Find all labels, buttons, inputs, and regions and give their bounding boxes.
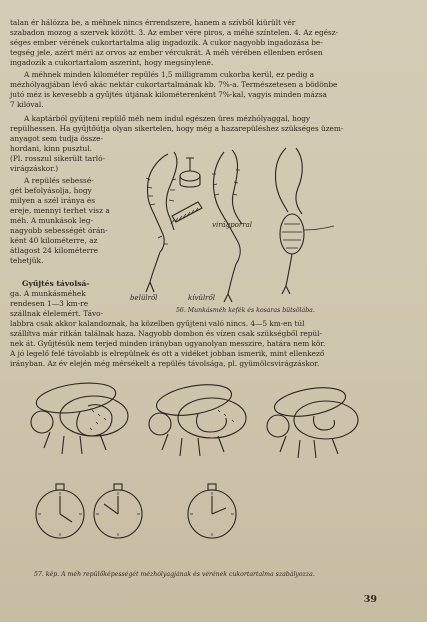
figure-56-caption: 56. Munkásméh kefék és kosaras bütsölába. bbox=[176, 307, 315, 314]
stopwatch-icon bbox=[36, 484, 84, 538]
brush-illustration bbox=[171, 202, 202, 224]
text-line: gét befolyásolja, hogy bbox=[10, 186, 92, 196]
paragraph-distance-full bbox=[10, 319, 376, 369]
narrow-column-1 bbox=[10, 144, 122, 174]
text-line: A méhnek minden kilométer repülés 1,5 milligramm cukorba kerül, ez pedig a bbox=[24, 70, 314, 79]
text-line: hordani, kinn pusztul. bbox=[10, 144, 93, 153]
text-line: ereje, mennyi terhet visz a bbox=[10, 206, 110, 216]
text-line: nagyobb sebességét órán- bbox=[10, 226, 108, 236]
text-line: repülhessen. Ha gyűjtőútja olyan sikertelen, hogy még a hazarepüléshez szükséges üzem- bbox=[10, 124, 344, 134]
text-line: A jó legelő felé távolabb is elrepülnek és ott a vidéket jobban ismerik, mint ellenkező bbox=[10, 349, 325, 359]
text-line: A repülés sebessé- bbox=[24, 176, 94, 185]
text-line: séges ember vérének cukortartalma alig ingadozik. A cukor nagyobb ingadozása be- bbox=[10, 38, 323, 48]
paragraph-energy bbox=[10, 70, 376, 110]
label-kivulrol: kívülről bbox=[188, 294, 215, 302]
text-line: ingadozik a cukortartalom aszerint, hogy megsínylené. bbox=[10, 58, 214, 68]
text-line: virágzáskor.) bbox=[10, 164, 59, 174]
top-paragraph bbox=[10, 18, 376, 68]
section-heading: Gyűjtés távolsá- bbox=[22, 279, 90, 288]
text-line: mézhólyagjában lévő akác nektár cukortartalmának kb. 7%-a. Természetesen a bödönbe bbox=[10, 80, 338, 90]
text-line: szállítva már ritkán találnak haza. Nagyobb dombon és vízen csak szükségből repül- bbox=[10, 329, 322, 339]
text-line: A kaptárból gyűjteni repülő méh nem indul egészen üres mézhólyaggal, hogy bbox=[24, 114, 311, 123]
figure-57-bees-and-clocks bbox=[20, 372, 370, 567]
bee-half-stomach-drawing bbox=[149, 380, 246, 456]
text-line: méh. A munkások leg- bbox=[10, 216, 93, 226]
bee-empty-stomach-drawing bbox=[267, 383, 358, 458]
text-line: anyagot sem tudja össze- bbox=[10, 134, 103, 144]
page-number: 39 bbox=[363, 594, 377, 605]
label-belulrol: belülről bbox=[130, 294, 158, 302]
text-line: rendesen 1—3 km-re bbox=[10, 299, 89, 309]
text-line: jutó méz is kevesebb a gyűjtés útjának kilométerenként 7%-kal, vagyis minden mázsa bbox=[10, 90, 327, 100]
narrow-column-distance bbox=[10, 289, 122, 319]
text-line: tehetjük. bbox=[10, 256, 44, 266]
stopwatch-icon bbox=[94, 484, 142, 538]
text-line: milyen a szél iránya és bbox=[10, 196, 96, 206]
pollen-press-illustration bbox=[180, 158, 200, 187]
text-line: talan ér hálózza be, a méhnek nincs érrendszere, hanem a szívből kiürült vér bbox=[10, 18, 296, 27]
text-line: irányban. Az év elején még mérsékelt a repülés távolsága, pl. gyümölcsvirágzáskor. bbox=[10, 359, 320, 369]
text-line: ga. A munkásméhek bbox=[10, 289, 86, 298]
bee-full-stomach-drawing bbox=[31, 379, 128, 454]
text-line: labbra csak akkor kalandoznak, ha közelben gyűjteni való nincs. 4—5 km-en túl bbox=[10, 319, 305, 328]
figure-57-caption: 57. kép. A méh repülőképességét mézhólyagjának és vérének cukortartalma szabályozza. bbox=[34, 571, 315, 578]
text-line: ként 40 kilométerre, az bbox=[10, 236, 98, 246]
text-line: 7 kilóval. bbox=[10, 100, 44, 110]
text-line: szabadon mozog a szervek között. 3. Az ember vére piros, a méhé színtelen. 4. Az egész- bbox=[10, 28, 339, 38]
text-line: átlagost 24 kilométerre bbox=[10, 246, 99, 256]
bee-leg-with-pollen bbox=[275, 148, 334, 294]
text-line: szállnak élelemért. Távo- bbox=[10, 309, 104, 319]
stopwatch-icon bbox=[188, 484, 236, 538]
text-line: (Pl. rosszul sikerült tarló- bbox=[10, 154, 106, 164]
text-line: tegség jele, azért méri az orvos az ember vércukrát. A méh vérében ellenben erősen bbox=[10, 48, 323, 58]
text-line: nek át. Gyűjtésük nem terjed minden irányban ugyanolyan messzire, határa nem kör. bbox=[10, 339, 326, 349]
narrow-column-speed bbox=[10, 176, 122, 266]
label-viragporral: virágporral bbox=[212, 221, 252, 229]
